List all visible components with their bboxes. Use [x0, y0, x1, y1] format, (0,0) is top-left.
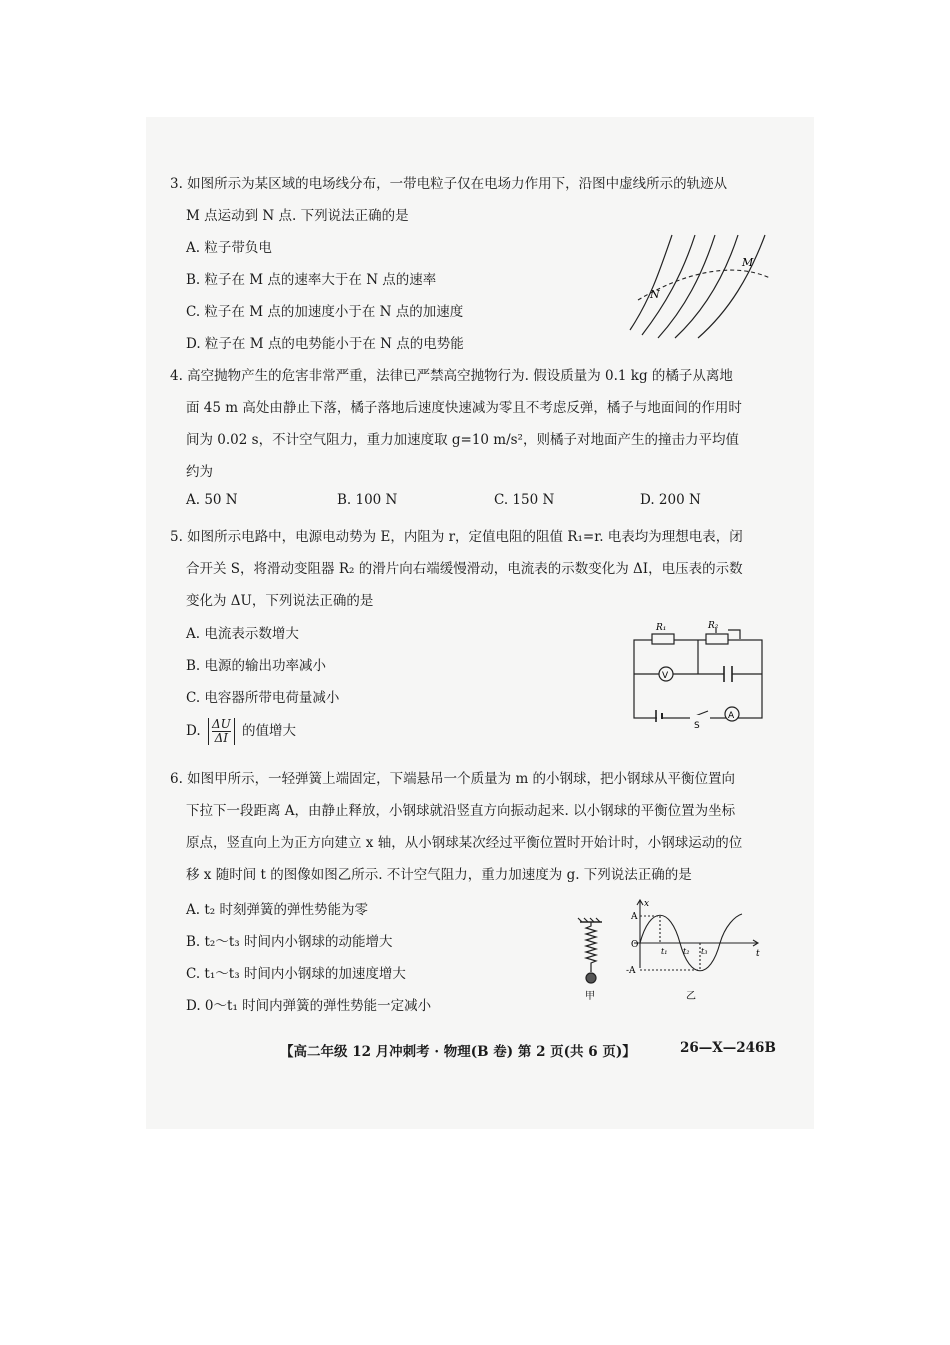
q5-option-d-prefix: D.	[186, 723, 201, 739]
q6-line4: 移 x 随时间 t 的图像如图乙所示. 不计空气阻力，重力加速度为 g. 下列说法正确的是	[186, 867, 692, 883]
spring-diagram	[578, 918, 602, 983]
q6-t1: t₁	[661, 947, 668, 956]
q4-option-b: B. 100 N	[337, 492, 398, 508]
q4-option-d: D. 200 N	[640, 492, 701, 508]
q3-label-n: N	[650, 288, 660, 301]
q6-line1: 6. 如图甲所示，一轻弹簧上端固定，下端悬吊一个质量为 m 的小钢球，把小钢球从平衡位置向	[170, 771, 736, 787]
q4-line3: 间为 0.02 s，不计空气阻力，重力加速度取 g=10 m/s²，则橘子对地面产生的撞击力平均值	[186, 432, 739, 448]
q3-label-m: M	[742, 256, 754, 269]
q6-option-b: B. t₂～t₃ 时间内小钢球的动能增大	[186, 934, 393, 950]
q6-amp-neg: -A	[626, 966, 636, 976]
q6-t3: t₃	[701, 947, 708, 956]
q6-label-jia: 甲	[585, 991, 595, 1002]
q5-option-b: B. 电源的输出功率减小	[186, 658, 327, 674]
q6-axis-x: x	[644, 899, 650, 909]
q5-option-d-numerator: ΔU	[211, 717, 231, 731]
q6-option-a: A. t₂ 时刻弹簧的弹性势能为零	[186, 902, 368, 918]
q6-line3: 原点，竖直向上为正方向建立 x 轴，从小钢球某次经过平衡位置时开始计时，小钢球运动的位	[186, 835, 743, 851]
q5-switch-label: S	[694, 721, 700, 728]
q4-line2: 面 45 m 高处由静止下落，橘子落地后速度快速减为零且不考虑反弹，橘子与地面间的作用时	[186, 400, 742, 416]
q4-option-c: C. 150 N	[494, 492, 555, 508]
q5-option-d-suffix: 的值增大	[242, 723, 297, 739]
q5-ammeter-label: A	[728, 711, 735, 721]
q5-voltmeter-label: V	[662, 671, 669, 681]
displacement-time-graph	[634, 900, 758, 971]
q6-line2: 下拉下一段距离 A，由静止释放，小钢球就沿竖直方向振动起来. 以小钢球的平衡位置为坐标	[186, 803, 736, 819]
q3-option-c: C. 粒子在 M 点的加速度小于在 N 点的加速度	[186, 304, 464, 320]
q5-label-r1: R₁	[656, 623, 667, 633]
q6-axis-t: t	[756, 949, 760, 959]
q6-option-c: C. t₁～t₃ 时间内小钢球的加速度增大	[186, 966, 406, 982]
page-footer-code: 26—X—246B	[680, 1040, 776, 1056]
q3-option-d: D. 粒子在 M 点的电势能小于在 N 点的电势能	[186, 336, 464, 352]
q6-origin: O	[631, 940, 639, 950]
page-footer-title: 【高二年级 12 月冲刺考 · 物理(B 卷) 第 2 页(共 6 页)】	[280, 1044, 636, 1060]
q3-line2: M 点运动到 N 点. 下列说法正确的是	[186, 208, 409, 224]
q3-option-b: B. 粒子在 M 点的速率大于在 N 点的速率	[186, 272, 437, 288]
q6-figure	[570, 896, 770, 1006]
q5-option-d-denominator: ΔI	[214, 731, 229, 745]
q5-option-c: C. 电容器所带电荷量减小	[186, 690, 340, 706]
q5-option-a: A. 电流表示数增大	[186, 626, 299, 642]
q5-option-d-fraction	[208, 718, 235, 745]
q3-option-a: A. 粒子带负电	[186, 240, 272, 256]
q5-line2: 合开关 S，将滑动变阻器 R₂ 的滑片向右端缓慢滑动，电流表的示数变化为 ΔI，电压表的示数	[186, 561, 743, 577]
q4-line1: 4. 高空抛物产生的危害非常严重，法律已严禁高空抛物行为. 假设质量为 0.1 kg 的橘子从离地	[170, 368, 733, 384]
q5-circuit-figure	[628, 618, 768, 728]
q5-option-d	[186, 718, 296, 745]
q6-label-yi: 乙	[686, 991, 696, 1002]
q5-line3: 变化为 ΔU，下列说法正确的是	[186, 593, 374, 609]
q3-line1: 3. 如图所示为某区域的电场线分布，一带电粒子仅在电场力作用下，沿图中虚线所示的轨迹从	[170, 176, 728, 192]
q5-line1: 5. 如图所示电路中，电源电动势为 E，内阻为 r，定值电阻的阻值 R₁=r. 电表均为理想电表，闭	[170, 529, 743, 545]
q3-field-line-figure	[620, 230, 780, 340]
q5-label-r2: R₂	[708, 621, 719, 631]
q4-option-a: A. 50 N	[186, 492, 238, 508]
q4-line4: 约为	[186, 464, 213, 480]
q6-option-d: D. 0～t₁ 时间内弹簧的弹性势能一定减小	[186, 998, 432, 1014]
q6-amp-pos: A	[631, 912, 638, 922]
q6-t2: t₂	[683, 947, 690, 956]
